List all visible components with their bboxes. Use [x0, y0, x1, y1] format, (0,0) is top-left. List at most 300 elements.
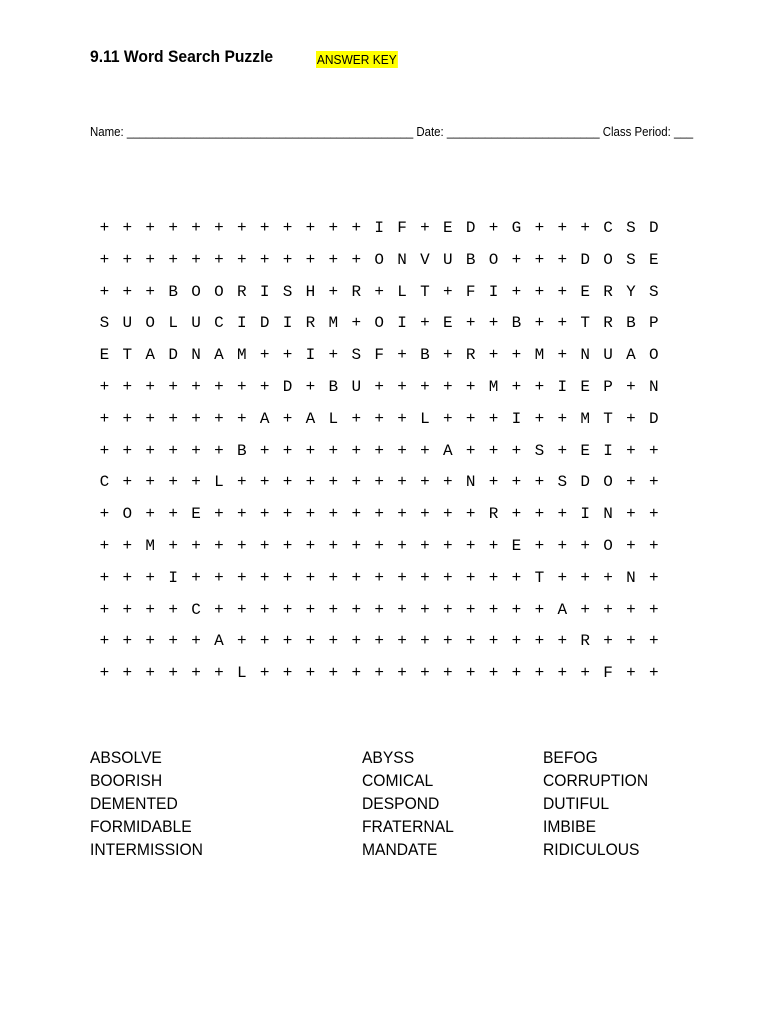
grid-cell: + [626, 536, 636, 555]
grid-cell: + [443, 568, 453, 587]
grid-cell: + [465, 314, 476, 333]
grid-cell: + [580, 219, 590, 237]
grid-cell: + [626, 600, 636, 619]
grid-cell: O [191, 282, 201, 301]
grid-cell: + [214, 664, 224, 683]
grid-cell: + [511, 505, 522, 524]
grid-cell: I [488, 282, 499, 301]
grid-cell: + [328, 441, 339, 460]
grid-cell: M [534, 346, 545, 365]
grid-cell: + [649, 632, 659, 651]
word-list-item: RIDICULOUS [543, 840, 640, 859]
grid-cell: + [420, 664, 430, 683]
name-date-period-line: Name: _____________________________________________ Date: ________________________ Class Period: ___ [90, 124, 694, 139]
grid-cell: A [145, 346, 156, 365]
grid-cell: B [420, 346, 430, 365]
grid-cell: + [328, 664, 339, 683]
word-list-item: INTERMISSION [90, 840, 203, 859]
grid-cell: + [168, 600, 178, 619]
grid-cell: P [649, 314, 659, 333]
grid-cell: + [282, 536, 293, 555]
grid-cell: + [465, 664, 476, 683]
word-list-item: FRATERNAL [362, 817, 454, 836]
word-list-item: DUTIFUL [543, 794, 610, 813]
grid-cell: + [214, 568, 224, 587]
grid-row [93, 277, 665, 309]
grid-cell: + [420, 219, 430, 237]
grid-row [93, 595, 665, 627]
grid-cell: R [236, 282, 247, 301]
grid-cell: + [328, 219, 339, 237]
grid-cell: + [397, 600, 407, 619]
grid-cell: + [465, 568, 476, 587]
grid-cell: + [649, 536, 659, 555]
grid-cell: + [99, 568, 110, 587]
grid-cell: + [649, 441, 659, 460]
grid-cell: + [557, 250, 568, 269]
grid-cell: L [328, 409, 339, 428]
grid-cell: E [580, 282, 590, 301]
grid-cell: + [351, 632, 362, 651]
grid-cell: O [603, 473, 613, 492]
grid-cell: O [374, 250, 384, 269]
grid-row [93, 308, 665, 340]
grid-cell: A [626, 346, 636, 365]
grid-cell: S [99, 314, 110, 333]
grid-cell: + [259, 219, 270, 237]
grid-cell: D [649, 219, 659, 237]
grid-cell: + [282, 441, 293, 460]
grid-cell: + [374, 282, 384, 301]
grid-cell: U [191, 314, 201, 333]
grid-cell: C [99, 473, 110, 492]
grid-cell: + [99, 600, 110, 619]
grid-cell: I [168, 568, 178, 587]
grid-cell: + [420, 536, 430, 555]
grid-cell: E [443, 219, 453, 237]
grid-cell: L [214, 473, 224, 492]
grid-cell: + [374, 600, 384, 619]
grid-cell: N [649, 377, 659, 396]
grid-row [93, 436, 665, 468]
grid-cell: + [328, 282, 339, 301]
grid-cell: + [145, 664, 156, 683]
grid-row [93, 626, 665, 658]
grid-cell: + [145, 282, 156, 301]
grid-cell: U [443, 250, 453, 269]
grid-cell: + [534, 632, 545, 651]
grid-cell: + [374, 377, 384, 396]
grid-cell: + [534, 314, 545, 333]
grid-cell: + [236, 568, 247, 587]
grid-cell: + [488, 600, 499, 619]
grid-cell: L [420, 409, 430, 428]
grid-cell: S [351, 346, 362, 365]
grid-cell: + [557, 346, 568, 365]
grid-cell: + [351, 664, 362, 683]
grid-cell: + [488, 473, 499, 492]
grid-cell: E [443, 314, 453, 333]
grid-row [93, 213, 665, 245]
grid-cell: + [236, 377, 247, 396]
grid-cell: + [99, 377, 110, 396]
grid-cell: + [557, 219, 568, 237]
grid-cell: T [534, 568, 545, 587]
grid-cell: R [488, 505, 499, 524]
word-list-column-1 [90, 746, 213, 861]
grid-cell: M [145, 536, 156, 555]
grid-row [93, 404, 665, 436]
grid-cell: D [649, 409, 659, 428]
word-search-grid [93, 213, 665, 690]
word-list-item: ABYSS [362, 748, 415, 767]
grid-cell: + [465, 377, 476, 396]
grid-cell: + [305, 632, 316, 651]
grid-cell: + [122, 473, 133, 492]
grid-cell: M [328, 314, 339, 333]
grid-cell: A [259, 409, 270, 428]
grid-cell: + [649, 664, 659, 683]
grid-cell: U [351, 377, 362, 396]
grid-cell: E [99, 346, 110, 365]
grid-cell: + [99, 409, 110, 428]
grid-cell: + [168, 505, 178, 524]
grid-cell: + [122, 568, 133, 587]
grid-cell: + [168, 250, 178, 269]
grid-cell: + [511, 250, 522, 269]
grid-cell: + [168, 219, 178, 237]
grid-cell: + [328, 600, 339, 619]
grid-cell: + [603, 632, 613, 651]
grid-cell: + [305, 377, 316, 396]
grid-cell: C [191, 600, 201, 619]
answer-key-badge: ANSWER KEY [316, 52, 397, 67]
grid-cell: + [191, 473, 201, 492]
grid-cell: + [626, 664, 636, 683]
word-list-item: MANDATE [362, 840, 438, 859]
grid-cell: B [511, 314, 522, 333]
grid-cell: + [351, 314, 362, 333]
grid-cell: + [351, 250, 362, 269]
grid-cell: + [122, 250, 133, 269]
grid-cell: + [374, 536, 384, 555]
grid-cell: + [603, 568, 613, 587]
grid-cell: + [626, 505, 636, 524]
grid-cell: F [374, 346, 384, 365]
grid-cell: N [603, 505, 613, 524]
grid-cell: + [443, 377, 453, 396]
grid-cell: + [511, 473, 522, 492]
grid-cell: + [511, 568, 522, 587]
word-list-item: DESPOND [362, 794, 440, 813]
grid-cell: + [259, 250, 270, 269]
grid-cell: + [99, 505, 110, 524]
grid-cell: + [122, 632, 133, 651]
grid-cell: I [236, 314, 247, 333]
grid-cell: A [557, 600, 568, 619]
grid-cell: + [465, 441, 476, 460]
grid-cell: O [603, 536, 613, 555]
grid-cell: + [214, 536, 224, 555]
grid-cell: L [397, 282, 407, 301]
grid-cell: + [214, 250, 224, 269]
grid-cell: D [282, 377, 293, 396]
grid-cell: + [649, 568, 659, 587]
grid-cell: G [511, 219, 522, 237]
grid-cell: + [534, 536, 545, 555]
grid-cell: + [351, 473, 362, 492]
grid-cell: + [328, 536, 339, 555]
grid-cell: R [351, 282, 362, 301]
grid-cell: B [465, 250, 476, 269]
grid-cell: L [236, 664, 247, 683]
grid-cell: + [488, 632, 499, 651]
grid-cell: + [259, 346, 270, 365]
grid-cell: + [374, 505, 384, 524]
grid-cell: + [259, 441, 270, 460]
grid-cell: O [603, 250, 613, 269]
grid-cell: + [145, 505, 156, 524]
grid-cell: + [420, 473, 430, 492]
grid-cell: + [534, 377, 545, 396]
grid-cell: + [122, 377, 133, 396]
grid-cell: I [603, 441, 613, 460]
grid-cell: + [282, 409, 293, 428]
grid-cell: N [580, 346, 590, 365]
word-list-item: COMICAL [362, 771, 434, 790]
grid-cell: + [534, 409, 545, 428]
grid-cell: + [511, 441, 522, 460]
grid-cell: + [145, 441, 156, 460]
grid-cell: + [145, 600, 156, 619]
grid-cell: + [191, 568, 201, 587]
grid-cell: + [351, 600, 362, 619]
grid-cell: + [168, 409, 178, 428]
grid-cell: + [259, 568, 270, 587]
grid-cell: + [557, 314, 568, 333]
grid-cell: + [305, 473, 316, 492]
grid-cell: + [580, 536, 590, 555]
grid-cell: + [236, 505, 247, 524]
grid-cell: V [420, 250, 430, 269]
grid-cell: + [236, 250, 247, 269]
grid-cell: + [214, 600, 224, 619]
grid-cell: H [305, 282, 316, 301]
grid-cell: + [443, 282, 453, 301]
grid-cell: + [488, 409, 499, 428]
grid-cell: + [328, 505, 339, 524]
grid-cell: T [580, 314, 590, 333]
grid-cell: + [99, 219, 110, 237]
grid-cell: D [580, 473, 590, 492]
grid-cell: + [626, 473, 636, 492]
grid-cell: D [465, 219, 476, 237]
grid-cell: U [603, 346, 613, 365]
grid-cell: + [282, 250, 293, 269]
grid-cell: + [191, 441, 201, 460]
grid-cell: + [259, 536, 270, 555]
grid-cell: C [214, 314, 224, 333]
grid-cell: + [443, 600, 453, 619]
word-list-item: IMBIBE [543, 817, 597, 836]
grid-cell: + [282, 346, 293, 365]
grid-cell: + [145, 250, 156, 269]
grid-cell: + [122, 664, 133, 683]
grid-cell: + [488, 346, 499, 365]
grid-cell: + [168, 664, 178, 683]
grid-cell: A [305, 409, 316, 428]
grid-cell: + [397, 473, 407, 492]
grid-cell: + [282, 664, 293, 683]
grid-cell: + [534, 219, 545, 237]
grid-cell: + [397, 664, 407, 683]
grid-cell: F [397, 219, 407, 237]
grid-cell: D [580, 250, 590, 269]
word-list-item: BEFOG [543, 748, 598, 767]
grid-cell: + [236, 632, 247, 651]
grid-cell: I [557, 377, 568, 396]
grid-cell: M [488, 377, 499, 396]
grid-cell: N [626, 568, 636, 587]
grid-cell: + [305, 441, 316, 460]
grid-row [93, 372, 665, 404]
grid-cell: + [236, 473, 247, 492]
grid-cell: + [374, 409, 384, 428]
grid-cell: + [488, 568, 499, 587]
grid-cell: + [443, 664, 453, 683]
grid-cell: + [557, 505, 568, 524]
grid-cell: + [420, 505, 430, 524]
grid-row [93, 245, 665, 277]
grid-cell: + [374, 632, 384, 651]
grid-cell: + [214, 219, 224, 237]
grid-cell: S [534, 441, 545, 460]
grid-cell: + [534, 473, 545, 492]
grid-cell: M [236, 346, 247, 365]
grid-cell: + [374, 664, 384, 683]
grid-cell: + [282, 473, 293, 492]
grid-cell: + [351, 536, 362, 555]
grid-cell: + [305, 536, 316, 555]
grid-cell: + [397, 441, 407, 460]
grid-cell: O [374, 314, 384, 333]
grid-cell: + [282, 505, 293, 524]
grid-cell: + [122, 600, 133, 619]
grid-cell: B [236, 441, 247, 460]
grid-cell: + [282, 600, 293, 619]
grid-cell: + [145, 219, 156, 237]
grid-cell: + [328, 250, 339, 269]
grid-cell: N [465, 473, 476, 492]
grid-cell: + [259, 664, 270, 683]
grid-cell: + [557, 409, 568, 428]
grid-cell: + [580, 568, 590, 587]
grid-cell: + [259, 632, 270, 651]
grid-cell: T [122, 346, 133, 365]
grid-cell: + [397, 632, 407, 651]
grid-cell: D [168, 346, 178, 365]
grid-cell: + [626, 632, 636, 651]
grid-cell: + [305, 664, 316, 683]
grid-cell: + [145, 568, 156, 587]
grid-cell: + [626, 441, 636, 460]
grid-cell: E [511, 536, 522, 555]
grid-cell: + [443, 346, 453, 365]
grid-cell: + [214, 441, 224, 460]
grid-cell: + [465, 632, 476, 651]
grid-cell: O [122, 505, 133, 524]
word-list-item: DEMENTED [90, 794, 178, 813]
grid-cell: + [557, 282, 568, 301]
grid-cell: + [488, 536, 499, 555]
grid-cell: M [580, 409, 590, 428]
grid-cell: + [168, 473, 178, 492]
grid-cell: I [397, 314, 407, 333]
grid-cell: + [99, 441, 110, 460]
grid-cell: + [351, 568, 362, 587]
grid-cell: + [603, 600, 613, 619]
grid-cell: + [511, 600, 522, 619]
grid-cell: E [649, 250, 659, 269]
grid-cell: + [420, 600, 430, 619]
grid-cell: + [259, 505, 270, 524]
grid-cell: R [603, 314, 613, 333]
grid-cell: P [603, 377, 613, 396]
grid-cell: D [259, 314, 270, 333]
grid-cell: I [374, 219, 384, 237]
grid-cell: + [259, 377, 270, 396]
grid-cell: I [282, 314, 293, 333]
grid-cell: + [145, 377, 156, 396]
grid-cell: + [374, 473, 384, 492]
grid-cell: + [122, 409, 133, 428]
grid-cell: + [488, 314, 499, 333]
grid-cell: E [580, 441, 590, 460]
grid-cell: + [534, 600, 545, 619]
grid-cell: + [397, 409, 407, 428]
word-list-column-2 [362, 746, 462, 861]
grid-cell: E [191, 505, 201, 524]
grid-cell: + [557, 632, 568, 651]
grid-cell: + [259, 473, 270, 492]
grid-cell: + [191, 377, 201, 396]
grid-cell: U [122, 314, 133, 333]
grid-cell: + [305, 600, 316, 619]
grid-cell: + [305, 250, 316, 269]
grid-cell: + [649, 505, 659, 524]
grid-cell: R [580, 632, 590, 651]
grid-cell: + [122, 282, 133, 301]
grid-row [93, 658, 665, 690]
grid-cell: A [214, 632, 224, 651]
grid-cell: + [488, 441, 499, 460]
grid-cell: + [328, 473, 339, 492]
grid-cell: + [397, 536, 407, 555]
grid-cell: + [443, 505, 453, 524]
grid-cell: T [420, 282, 430, 301]
grid-cell: O [649, 346, 659, 365]
grid-cell: + [145, 473, 156, 492]
grid-cell: + [649, 600, 659, 619]
grid-cell: + [534, 250, 545, 269]
grid-cell: + [145, 409, 156, 428]
grid-cell: + [282, 632, 293, 651]
grid-cell: + [214, 505, 224, 524]
grid-cell: + [236, 536, 247, 555]
grid-cell: S [626, 219, 636, 237]
grid-cell: O [145, 314, 156, 333]
grid-cell: + [99, 250, 110, 269]
